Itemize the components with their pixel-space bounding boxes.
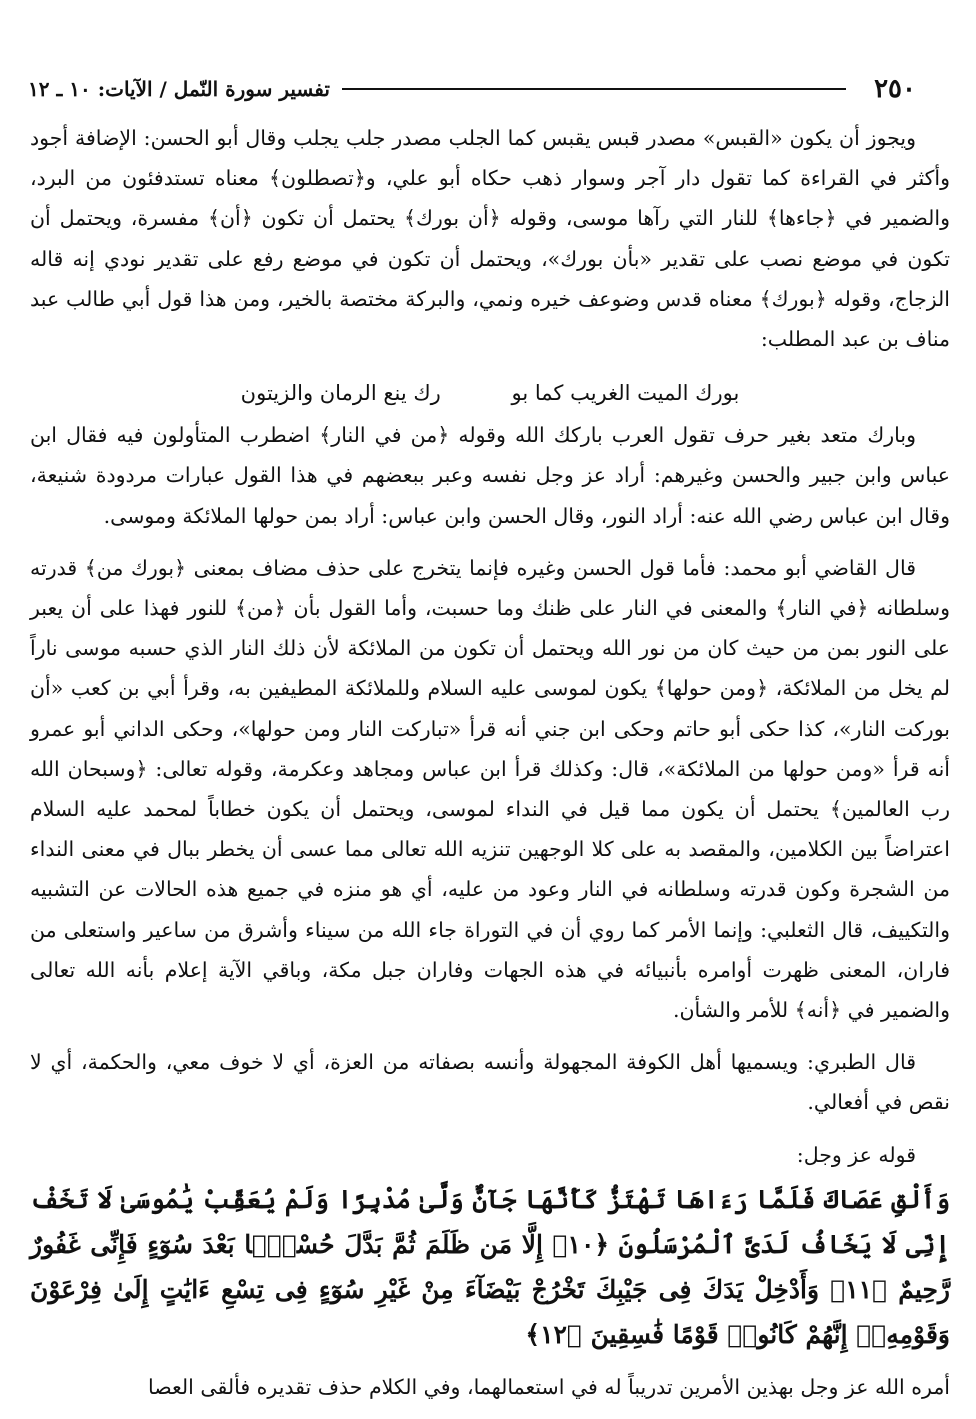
header-rule: [342, 88, 846, 90]
paragraph-commentary: أمره الله عز وجل بهذين الأمرين تدريباً له في استعمالهما، وفي الكلام حذف تقديره فألقى العصا: [148, 1374, 950, 1399]
paragraph-tabari: قال الطبري: ويسميها أهل الكوفة المجهولة وأنسه بصفاته من العزة، أي لا خوف معي، والحكمة، أي لا نقص في أفعالي.: [30, 1050, 950, 1115]
quran-lead: قوله عز وجل:: [796, 1142, 916, 1167]
page-body: [30, 118, 950, 1419]
paragraph-qabas: ويجوز أن يكون «القبس» مصدر قبس يقبس كما الجلب مصدر جلب يجلب وقال أبو الحسن: الإضافة أجود وأكثر في القراءة كما تقول دار آجر وسوار ذهب حكاه أبو علي، و﴿تصطلون﴾ معناه تستدفئون من البرد، والضمير في ﴿جاءها﴾ للنار التي رآها موسى، وقوله ﴿أن بورك﴾ يحتمل أن تكون ﴿أن﴾ مفسرة، ويحتمل أن تكون في موضع نصب على تقدير «بأن بورك»، ويحتمل أن تكون في موضع رفع على تقدير نودي إنه قاله الزجاج، وقوله ﴿بورك﴾ معناه قدس وضوعف خيره ونمي، والبركة مختصة بالخير، ومن هذا قول أبي طالب عبد مناف بن عبد المطلب:: [30, 126, 950, 352]
running-head: تفسير سورة النّمل / الآيات: ١٠ ـ ١٢: [28, 77, 330, 101]
verse-second-hemistich: رك ينع الرمان والزيتون: [240, 381, 441, 406]
poetry-verse: [30, 371, 950, 415]
page-number: ٢٥٠: [874, 74, 916, 104]
paragraph-qadi: قال القاضي أبو محمد: فأما قول الحسن وغيره فإنما يتخرج على حذف مضاف بمعنى ﴿بورك من﴾ قدرته وسلطانه ﴿في النار﴾ والمعنى في النار على ظنك وما حسبت، وأما القول بأن ﴿من﴾ للنور فهذا على أن يعبر على النور بمن من حيث كان من نور الله ويحتمل أن تكون من الملائكة لأن ذلك النار الذي حسبه موسى ناراً لم يخل من الملائكة، ﴿ومن حولها﴾ يكون لموسى عليه السلام وللملائكة المطيفين به، وقرأ أبي بن كعب «أن بوركت النار»، كذا حكى أبو حاتم وحكى ابن جني أنه قرأ «تباركت النار ومن حولها»، وحكى الداني أبو عمرو أنه قرأ «ومن حولها من الملائكة»، قال: وكذلك قرأ ابن عباس ومجاهد وعكرمة، وقوله تعالى: ﴿وسبحان الله رب العالمين﴾ يحتمل أن يكون مما قيل في النداء لموسى، ويحتمل أن يكون خطاباً لمحمد عليه السلام اعتراضاً بين الكلامين، والمقصد به على كلا الوجهين تنزيه الله تعالى مما عسى أن يخطر ببال في معنى النداء من الشجرة وكون قدرته وسلطانه في النار وعود من عليه، أي هو منزه في جميع هذه الحالات عن التشبيه والتكييف، قال الثعلبي: وإنما الأمر كما روي أن في التوراة جاء الله من سيناء وأشرق من ساعير واستعلى من فاران، المعنى ظهرت أوامره بأنبيائه في هذه الجهات وفاران جبل مكة، وباقي الآية إعلام بأنه الله تعالى والضمير في ﴿أنه﴾ للأمر والشأن.: [30, 555, 950, 1023]
page-header: [28, 72, 916, 106]
verse-first-hemistich: بورك الميت الغريب كما بو: [511, 381, 740, 406]
quran-verses: وَأَلْقِ عَصَاكَ فَلَمَّا رَءَاهَا تَهْتَزُّ كَأَنَّهَا جَآنٌّ وَلَّىٰ مُدْبِرًا وَلَمْ يُعَقِّبْ يَٰمُوسَىٰ لَا تَخَفْ إِنِّى لَا يَخَافُ لَدَىَّ ٱلْمُرْسَلُونَ ﴿١٠﴾ إِلَّا مَن ظَلَمَ ثُمَّ بَدَّلَ حُسْنًۢا بَعْدَ سُوٓءٍ فَإِنِّى غَفُورٌ رَّحِيمٌ ﴿١١﴾ وَأَدْخِلْ يَدَكَ فِى جَيْبِكَ تَخْرُجْ بَيْضَآءَ مِنْ غَيْرِ سُوٓءٍ فِى تِسْعِ ءَايَٰتٍ إِلَىٰ فِرْعَوْنَ وَقَوْمِهِۦٓ إِنَّهُمْ كَانُوا۟ قَوْمًا فَٰسِقِينَ ﴿١٢﴾: [30, 1184, 950, 1349]
paragraph-barak: وبارك متعد بغير حرف تقول العرب باركك الله وقوله ﴿من في النار﴾ اضطرب المتأولون فيه فقال ابن عباس وابن جبير والحسن وغيرهم: أراد عز وجل نفسه وعبر ببعضهم في هذا القول عبارات مردودة شنيعة، وقال ابن عباس رضي الله عنه: أراد النور، وقال الحسن وابن عباس: أراد بمن حولها الملائكة وموسى.: [30, 423, 950, 528]
